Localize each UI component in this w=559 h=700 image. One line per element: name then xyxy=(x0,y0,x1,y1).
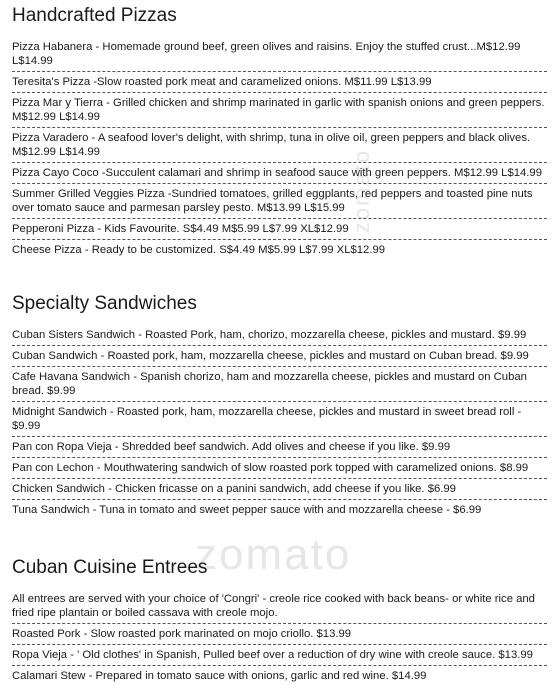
section-cuban-cuisine-entrees xyxy=(12,556,547,686)
menu-item: Pizza Habanera - Homemade ground beef, green olives and raisins. Enjoy the stuffed crust...M$12.99 L$14.99 xyxy=(12,37,547,72)
menu-item: Cuban Sisters Sandwich - Roasted Pork, ham, chorizo, mozzarella cheese, pickles and mustard. $9.99 xyxy=(12,325,547,346)
section-handcrafted-pizzas xyxy=(12,4,547,260)
menu-list xyxy=(12,37,547,260)
menu-item: Chicken Sandwich - Chicken fricasse on a panini sandwich, add cheese if you like. $6.99 xyxy=(12,479,547,500)
menu-item: Pizza Varadero - A seafood lover's delight, with shrimp, tuna in olive oil, green peppers and black olives. M$12.99 L$14.99 xyxy=(12,128,547,163)
menu-item: Pizza Mar y Tierra - Grilled chicken and shrimp marinated in garlic with spanish onions and green peppers. M$12.99 L$14.99 xyxy=(12,93,547,128)
menu-item: Cheese Pizza - Ready to be customized. S$4.49 M$5.99 L$7.99 XL$12.99 xyxy=(12,244,386,256)
menu-list xyxy=(12,325,547,520)
section-title: Cuban Cuisine Entrees xyxy=(12,557,208,578)
menu-item: Roasted Pork - Slow roasted pork marinated on mojo criollo. $13.99 xyxy=(12,624,547,645)
section-title: Specialty Sandwiches xyxy=(12,293,197,314)
menu-item: Cafe Havana Sandwich - Spanish chorizo, ham and mozzarella cheese, pickles and mustard on Cuban bread. $9.99 xyxy=(12,367,547,402)
menu-item: Calamari Stew - Prepared in tomato sauce with onions, garlic and red wine. $14.99 xyxy=(12,670,427,682)
menu-list xyxy=(12,589,547,686)
menu-item: Pan con Ropa Vieja - Shredded beef sandwich. Add olives and cheese if you like. $9.99 xyxy=(12,437,547,458)
menu-item: Ropa Vieja - ' Old clothes' in Spanish, Pulled beef over a reduction of dry wine with creole sauce. $13.99 xyxy=(12,645,547,666)
menu-item: Tuna Sandwich - Tuna in tomato and sweet pepper sauce with and mozzarella cheese - $6.99 xyxy=(12,504,482,516)
watermark: zomato xyxy=(195,530,352,579)
watermark: zomato xyxy=(349,148,375,234)
menu-item: Midnight Sandwich - Roasted pork, ham, mozzarella cheese, pickles and mustard in sweet bread roll - $9.99 xyxy=(12,402,547,437)
menu-item: Summer Grilled Veggies Pizza -Sundried tomatoes, grilled eggplants, red peppers and toasted pine nuts over tomato sauce and parmesan parsley pesto. M$13.99 L$15.99 xyxy=(12,184,547,219)
menu-item: Pizza Cayo Coco -Succulent calamari and shrimp in seafood sauce with green peppers. M$12.99 L$14.99 xyxy=(12,163,547,184)
menu-item: Pepperoni Pizza - Kids Favourite. S$4.49 M$5.99 L$7.99 XL$12.99 xyxy=(12,219,547,240)
section-intro: All entrees are served with your choice of 'Congri' - creole rice cooked with back beans- or white rice and fried ripe plantain or boiled cassava with creole mojo. xyxy=(12,589,547,624)
menu-item: Cuban Sandwich - Roasted pork, ham, mozzarella cheese, pickles and mustard on Cuban bread. $9.99 xyxy=(12,346,547,367)
section-title: Handcrafted Pizzas xyxy=(12,5,177,26)
menu-item: Pan con Lechon - Mouthwatering sandwich of slow roasted pork topped with caramelized onions. $8.99 xyxy=(12,458,547,479)
menu-item: Teresita's Pizza -Slow roasted pork meat and caramelized onions. M$11.99 L$13.99 xyxy=(12,72,547,93)
section-specialty-sandwiches xyxy=(12,292,547,520)
